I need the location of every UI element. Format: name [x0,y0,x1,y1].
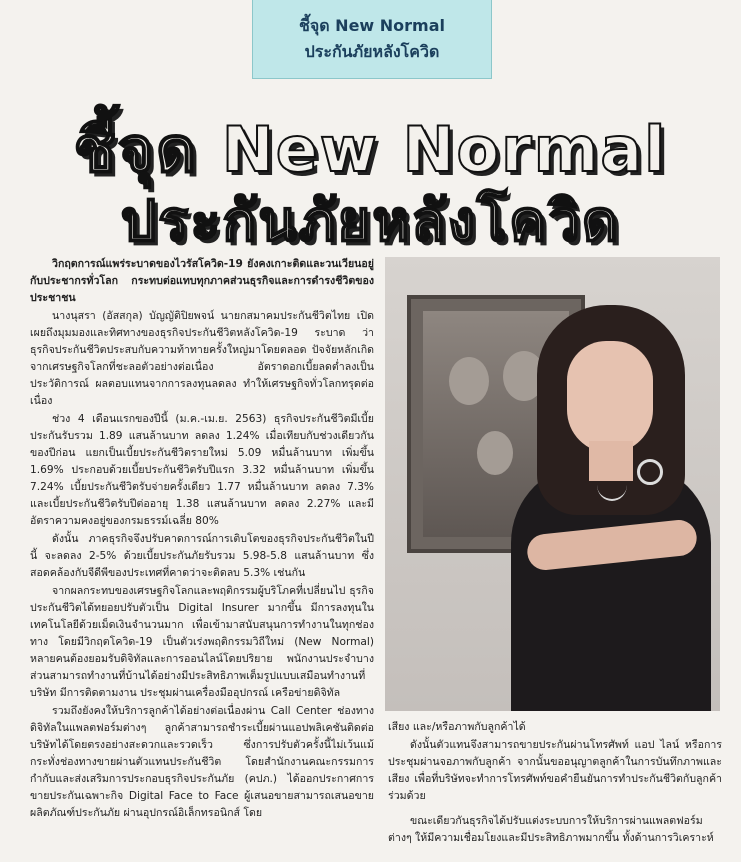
body-paragraph: จากผลกระทบของเศรษฐกิจโลกและพฤติกรรมผู้บริโภคที่เปลี่ยนไป ธุรกิจประกันชีวิตได้ทยอยปรับตัวเป็น Digital Insurer มากขึ้น มีการลงทุนในเทคโนโลยีด้วยเม็ดเงินจำนวนมาก เพื่อเข้ามาสนับสนุนการทำงานในทุกช่องทาง โดยมีวิกฤตโควิด-19 เป็นตัวเร่งพฤติกรรมวิถีใหม่ (New Normal) หลายคนต้องยอมรับดิจิทัลและการออนไลน์โดยปริยาย พนักงานประจำบางส่วนสามารถทำงานที่บ้านได้อย่างมีประสิทธิภาพเต็มรูปแบบเสมือนทำงานที่บริษัท มีการติดตามงาน ประชุมผ่านเครื่องมืออุปกรณ์ เครือข่ายดิจิทัล [30,585,374,699]
body-paragraph: เสียง และ/หรือภาพกับลูกค้าได้ [388,721,526,733]
lead-paragraph: วิกฤตการณ์แพร่ระบาดของไวรัสโควิด-19 ยังคงเกาะติดและวนเวียนอยู่กับประชากรทั่วโลก กระทบต่อแทบทุกภาคส่วนธุรกิจและการดำรงชีวิตของประชาชน [30,258,374,304]
body-paragraph: นางนุสรา (อัสสกุล) บัญญัติปิยพจน์ นายกสมาคมประกันชีวิตไทย เปิดเผยถึงมุมมองและทิศทางของธุรกิจประกันชีวิตหลังโควิด-19 ระบาด ว่า ธุรกิจประกันชีวิตประสบกับความท้าทายครั้งใหญ่มาโดยตลอด ปัจจัยหลักเกิดจากเศรษฐกิจโลกที่ชะลอตัวอย่างต่อเนื่อง อัตราดอกเบี้ยลดต่ำลงเป็นประวัติการณ์ ผลตอบแทนจากการลงทุนลดลง ทำให้เศรษฐกิจทั่วโลกทรุดต่อเนื่อง [30,310,374,407]
headline-line2: ประกันภัยหลังโควิด [120,189,621,254]
body-paragraph: ดังนั้นตัวแทนจึงสามารถขายประกันผ่านโทรศัพท์ แอป ไลน์ หรือการประชุมผ่านจอภาพกับลูกค้า จากนั้นขออนุญาตลูกค้าในการบันทึกภาพและเสียง เพื่อที่บริษัทจะทำการโทรศัพท์ขอคำยืนยันการทำประกันชีวิตกับลูกค้าร่วมด้วย [388,739,722,802]
section-tag-line1: ชี้จุด New Normal [298,16,445,35]
headline-line1: ชี้จุด New Normal [73,113,668,186]
necklace [597,469,627,501]
article-left-column [30,256,374,823]
section-tag [252,0,492,79]
section-tag-line2: ประกันภัยหลังโควิด [304,42,440,61]
body-paragraph: ช่วง 4 เดือนแรกของปีนี้ (ม.ค.-เม.ย. 2563) ธุรกิจประกันชีวิตมีเบี้ยประกันรับรวม 1.89 แสนล้านบาท ลดลง 1.24% เมื่อเทียบกับช่วงเดียวกันของปีก่อน แยกเป็นเบี้ยประกันชีวิตรายใหม่ 5.09 หมื่นล้านบาท เพิ่มขึ้น 1.69% ประกอบด้วยเบี้ยประกันชีวิตรับปีแรก 3.32 หมื่นล้านบาท เพิ่มขึ้น 7.24% เบี้ยประกันชีวิตรับจ่ายครั้งเดียว 1.77 หมื่นล้านบาท ลดลง 7.3% และเบี้ยประกันชีวิตรับปีต่ออายุ 1.38 แสนล้านบาท ลดลง 2.27% และมีอัตราความคงอยู่ของกรมธรรม์เฉลี่ย 80% [30,413,374,527]
article-right-column [388,719,722,848]
woman-face [567,341,653,453]
body-paragraph: ดังนั้น ภาคธุรกิจจึงปรับคาดการณ์การเติบโตของธุรกิจประกันชีวิตในปีนี้ จะลดลง 2-5% ด้วยเบี้ยประกันภัยรับรวม 5.98-5.8 แสนล้านบาท ซึ่งสอดคล้องกับจีดีพีของประเทศที่คาดว่าจะติดลบ 5.3% เช่นกัน [30,533,374,579]
portrait-photo [385,257,720,711]
brooch [637,459,663,485]
body-paragraph: รวมถึงยังคงให้บริการลูกค้าได้อย่างต่อเนื่องผ่าน Call Center ช่องทางดิจิทัลในแพลตฟอร์มต่างๆ ลูกค้าสามารถชำระเบี้ยผ่านแอปพลิเคชันติดต่อบริษัทได้โดยตรงอย่างสะดวกและรวดเร็ว ซึ่งการปรับตัวครั้งนี้ไม่เว้นแม้กระทั่งช่องทางขายผ่านตัวแทนประกันชีวิต โดยสำนักงานคณะกรรมการกำกับและส่งเสริมการประกอบธุรกิจประกันภัย (คปภ.) ได้ออกประกาศการขายประกันเฉพาะกิจ Digital Face to Face ผู้เสนอขายสามารถเสนอขายผลิตภัณฑ์ประกันภัย ผ่านอุปกรณ์อิเล็กทรอนิกส์ โดย [30,705,374,819]
body-paragraph: ขณะเดียวกันธุรกิจได้ปรับแต่งระบบการให้บริการผ่านแพลตฟอร์มต่างๆ ให้มีความเชื่อมโยงและมีประสิทธิภาพมากขึ้น ทั้งด้านการวิเคราะห์ [388,815,714,844]
